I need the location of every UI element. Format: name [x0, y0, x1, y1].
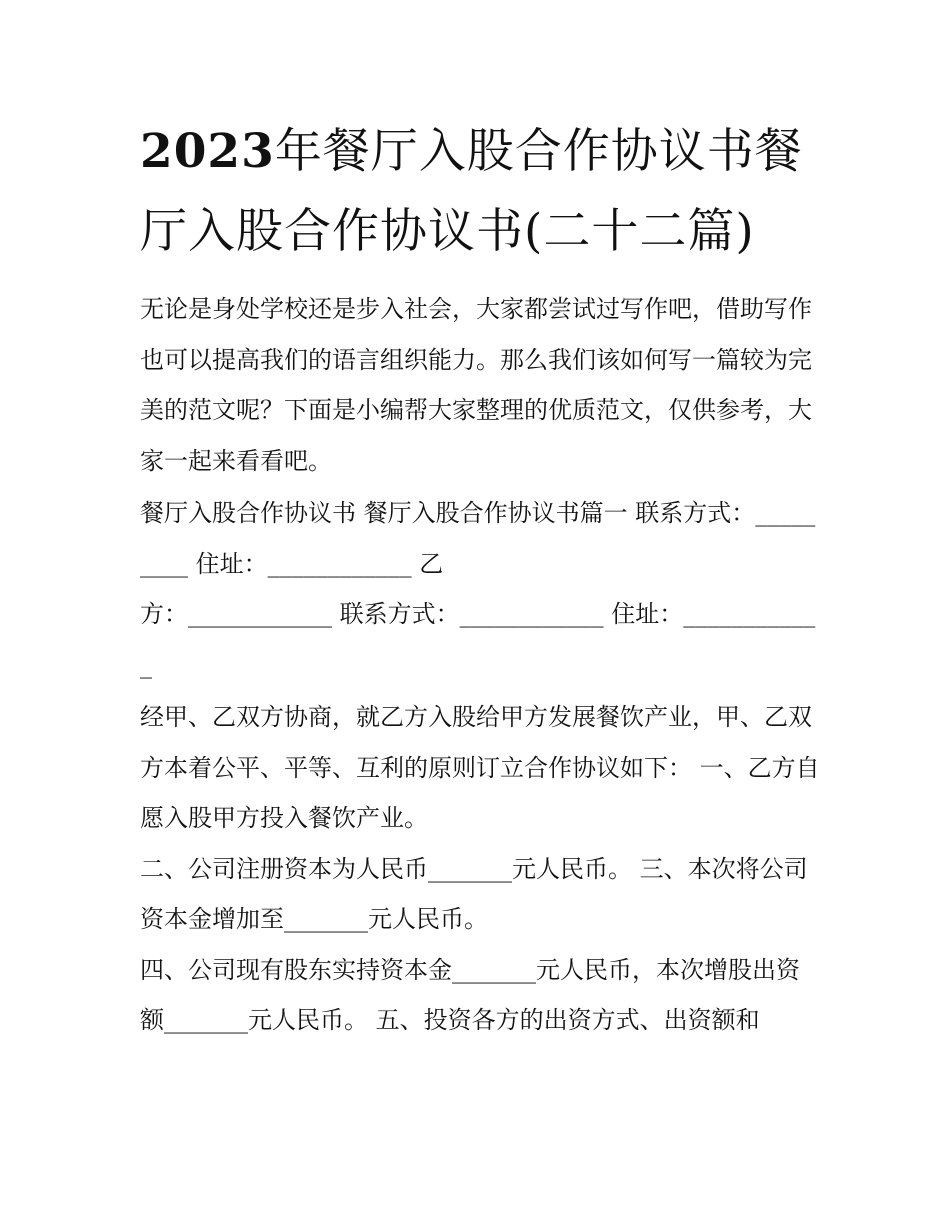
- party-b-paragraph: 方：____________ 联系方式：____________ 住址：____________: [140, 600, 816, 679]
- clause-one-paragraph: 经甲、乙双方协商，就乙方入股给甲方发展餐饮产业，甲、乙双方本着公平、平等、互利的原则订立合作协议如下： 一、乙方自愿入股甲方投入餐饮产业。: [140, 703, 820, 832]
- document-page: [140, 112, 820, 1046]
- intro-paragraph: 无论是身处学校还是步入社会，大家都尝试过写作吧，借助写作也可以提高我们的语言组织能力。那么我们该如何写一篇较为完美的范文呢？下面是小编帮大家整理的优质范文，仅供参考，大家一起来看看吧。: [140, 295, 812, 475]
- title-year: 2023: [140, 124, 275, 179]
- clause-four-five-paragraph: 四、公司现有股东实持资本金_______元人民币，本次增股出资额_______元人民币。 五、投资各方的出资方式、出资额和: [140, 955, 800, 1034]
- contract-header-paragraph: 餐厅入股合作协议书 餐厅入股合作协议书篇一 联系方式：_________ 住址：____________ 乙: [140, 499, 816, 578]
- clause-two-three-paragraph: 二、公司注册资本为人民币_______元人民币。 三、本次将公司资本金增加至_______元人民币。: [140, 854, 808, 933]
- title-text: 年餐厅入股合作协议书餐厅入股合作协议书(二十二篇): [140, 124, 803, 259]
- document-title: [140, 112, 820, 272]
